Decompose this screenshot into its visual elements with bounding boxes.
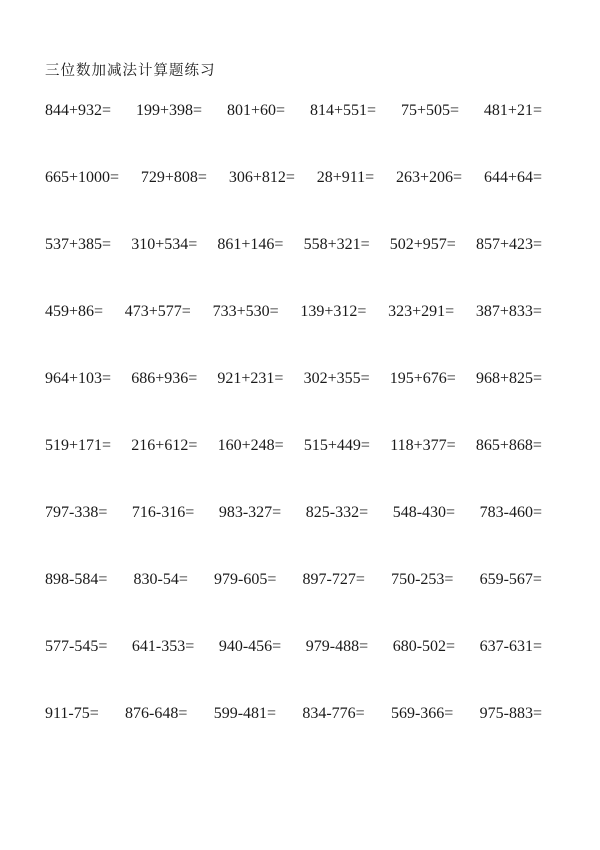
math-problem: 28+911= [316, 169, 375, 186]
math-problem: 750-253= [391, 571, 454, 588]
math-problem: 814+551= [309, 102, 376, 119]
math-problem: 323+291= [388, 303, 455, 320]
math-problem: 569-366= [390, 705, 454, 722]
math-problem: 911-75= [45, 705, 99, 722]
math-problem: 75+505= [400, 102, 459, 119]
math-problem: 686+936= [131, 370, 198, 387]
math-problem: 861+146= [217, 236, 284, 253]
math-problem: 844+932= [45, 102, 112, 119]
math-problem: 665+1000= [45, 169, 120, 186]
problem-row [45, 705, 542, 772]
math-problem: 733+530= [212, 303, 279, 320]
math-problem: 979-605= [214, 571, 277, 588]
math-problem: 825-332= [305, 504, 369, 521]
math-problem: 729+808= [140, 169, 207, 186]
math-problem: 302+355= [303, 370, 370, 387]
math-problem: 160+248= [217, 437, 284, 454]
math-problem: 537+385= [45, 236, 112, 253]
math-problem: 979-488= [305, 638, 369, 655]
math-problem: 199+398= [135, 102, 203, 119]
math-problem: 659-567= [479, 571, 542, 588]
math-problem: 195+676= [389, 370, 456, 387]
math-problem: 865+868= [475, 437, 542, 454]
problem-row [45, 638, 542, 705]
math-problem: 898-584= [45, 571, 108, 588]
math-problem: 897-727= [302, 571, 365, 588]
math-problem: 306+812= [228, 169, 295, 186]
math-problem: 502+957= [389, 236, 456, 253]
math-problem: 801+60= [226, 102, 286, 119]
math-problem: 680-502= [392, 638, 456, 655]
worksheet-title: 三位数加减法计算题练习 [45, 63, 216, 79]
math-problem: 783-460= [479, 504, 542, 521]
math-problem: 716-316= [131, 504, 195, 521]
math-problem: 548-430= [392, 504, 456, 521]
problem-row [45, 236, 542, 303]
math-problem: 515+449= [303, 437, 370, 454]
problem-row [45, 437, 542, 504]
math-problem: 921+231= [217, 370, 284, 387]
math-problem: 830-54= [133, 571, 188, 588]
math-problem: 139+312= [300, 303, 367, 320]
math-problem: 797-338= [45, 504, 108, 521]
math-problem: 975-883= [479, 705, 542, 722]
math-problem: 644+64= [483, 169, 542, 186]
math-problem: 481+21= [483, 102, 542, 119]
math-problem: 310+534= [131, 236, 198, 253]
problem-row [45, 303, 542, 370]
math-problem: 577-545= [45, 638, 108, 655]
math-problem: 983-327= [218, 504, 282, 521]
math-problem: 876-648= [125, 705, 188, 722]
math-problem: 387+833= [475, 303, 542, 320]
problem-row [45, 169, 542, 236]
problem-row [45, 370, 542, 437]
math-problem: 641-353= [131, 638, 195, 655]
math-problem: 834-776= [302, 705, 365, 722]
math-problem: 940-456= [218, 638, 282, 655]
problem-row [45, 102, 542, 169]
math-problem: 964+103= [45, 370, 112, 387]
math-problem: 118+377= [390, 437, 456, 454]
math-problem: 459+86= [45, 303, 104, 320]
problem-row [45, 571, 542, 638]
problem-row [45, 504, 542, 571]
math-problem: 558+321= [303, 236, 370, 253]
math-problem: 263+206= [396, 169, 463, 186]
math-problem: 216+612= [131, 437, 198, 454]
math-problem: 473+577= [124, 303, 191, 320]
problems-section [0, 102, 600, 772]
math-problem: 519+171= [45, 437, 112, 454]
math-problem: 968+825= [475, 370, 542, 387]
math-problem: 857+423= [475, 236, 542, 253]
math-problem: 599-481= [213, 705, 277, 722]
math-problem: 637-631= [479, 638, 542, 655]
